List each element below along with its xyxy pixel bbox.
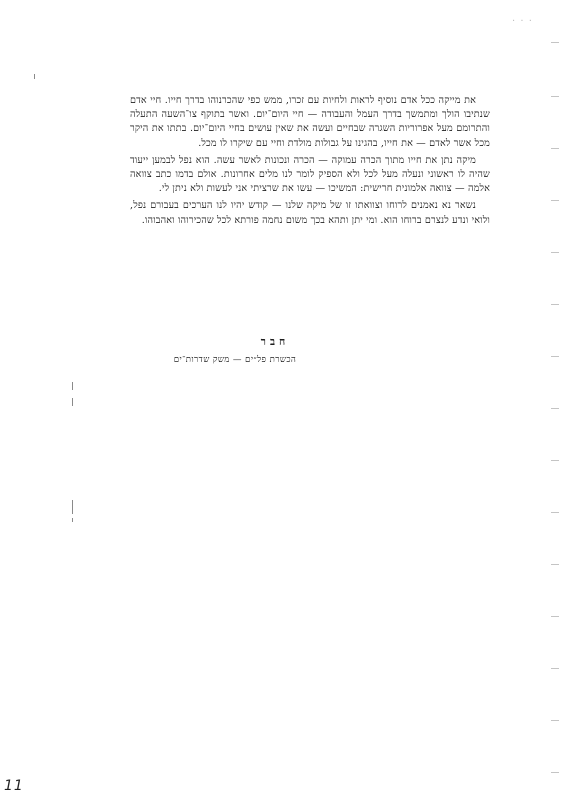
scan-tick: [551, 200, 559, 201]
scan-tick: [551, 408, 559, 409]
scan-speck: [72, 382, 73, 390]
scan-tick: [551, 512, 559, 513]
scan-speck: [72, 398, 73, 406]
paragraph-3: נשאר נא נאמנים לרוחו וצוואתו זו של מיקה שלנו — קודש יהיו לנו הערכים בעבורם נפל, ולואי ונדע לנצרם ברוחו הוא. ומי יתן ותהא בכך משום נחמה פורתא לכל שהכירוהו ואהבוהו.: [130, 200, 490, 226]
paragraph-1: את מייקה ככל אדם נוסיף לראות ולחיות עם זכרו, ממש כפי שהכרנוהו בדרך חייו. חיי אדם שנתיבו הולך ומתמשך בדרך העמל והעבודה — חיי היום־יום. ואשר בתוקף צו־השעה התעלה והתרומם מעל אפרוריות השגרה שבחיים ועשה את שאין עושים בחיי היום־יום. בתתו את היקר מכל אשר לאדם — את חייו, בהגינו על גבולות מולדת וחיי עם שיקרו לו מכל.: [130, 95, 490, 149]
scan-speck: [72, 500, 73, 514]
scan-tick: [551, 720, 559, 721]
scan-speck: [34, 74, 35, 79]
paragraph-2: מיקה נתן את חייו מתוך הכרה עמוקה — הכרה ונכונות לאשר עשה. הוא נפל לבמען ייעוד שהיה לו ראשוני ונעלה מעל לכל ולא הספיק לומר לנו מלים אחרונות. אולם בדמו כתב צוואה אלמה — צוואה אלמונית חרישית: המשיכו — עשו את שרציתי אני לעשות ולא ניתן לי.: [130, 154, 490, 195]
margin-marks: · · ·: [512, 16, 533, 27]
body-text: [130, 94, 490, 228]
scan-tick: [551, 148, 559, 149]
scan-tick: [551, 460, 559, 461]
scan-tick: [551, 668, 559, 669]
scan-tick: [551, 356, 559, 357]
scan-tick: [551, 304, 559, 305]
scan-tick: [551, 564, 559, 565]
scan-tick: [551, 252, 559, 253]
page-number: 11: [4, 778, 24, 794]
scan-tick: [551, 42, 559, 43]
signature-name: חבר: [260, 336, 290, 348]
signature-organization: הכשרת פל״ים — משק שדרות־ים: [173, 355, 297, 365]
scan-speck: [72, 518, 73, 522]
scan-tick: [551, 772, 559, 773]
scan-tick: [551, 616, 559, 617]
scan-tick: [551, 96, 559, 97]
